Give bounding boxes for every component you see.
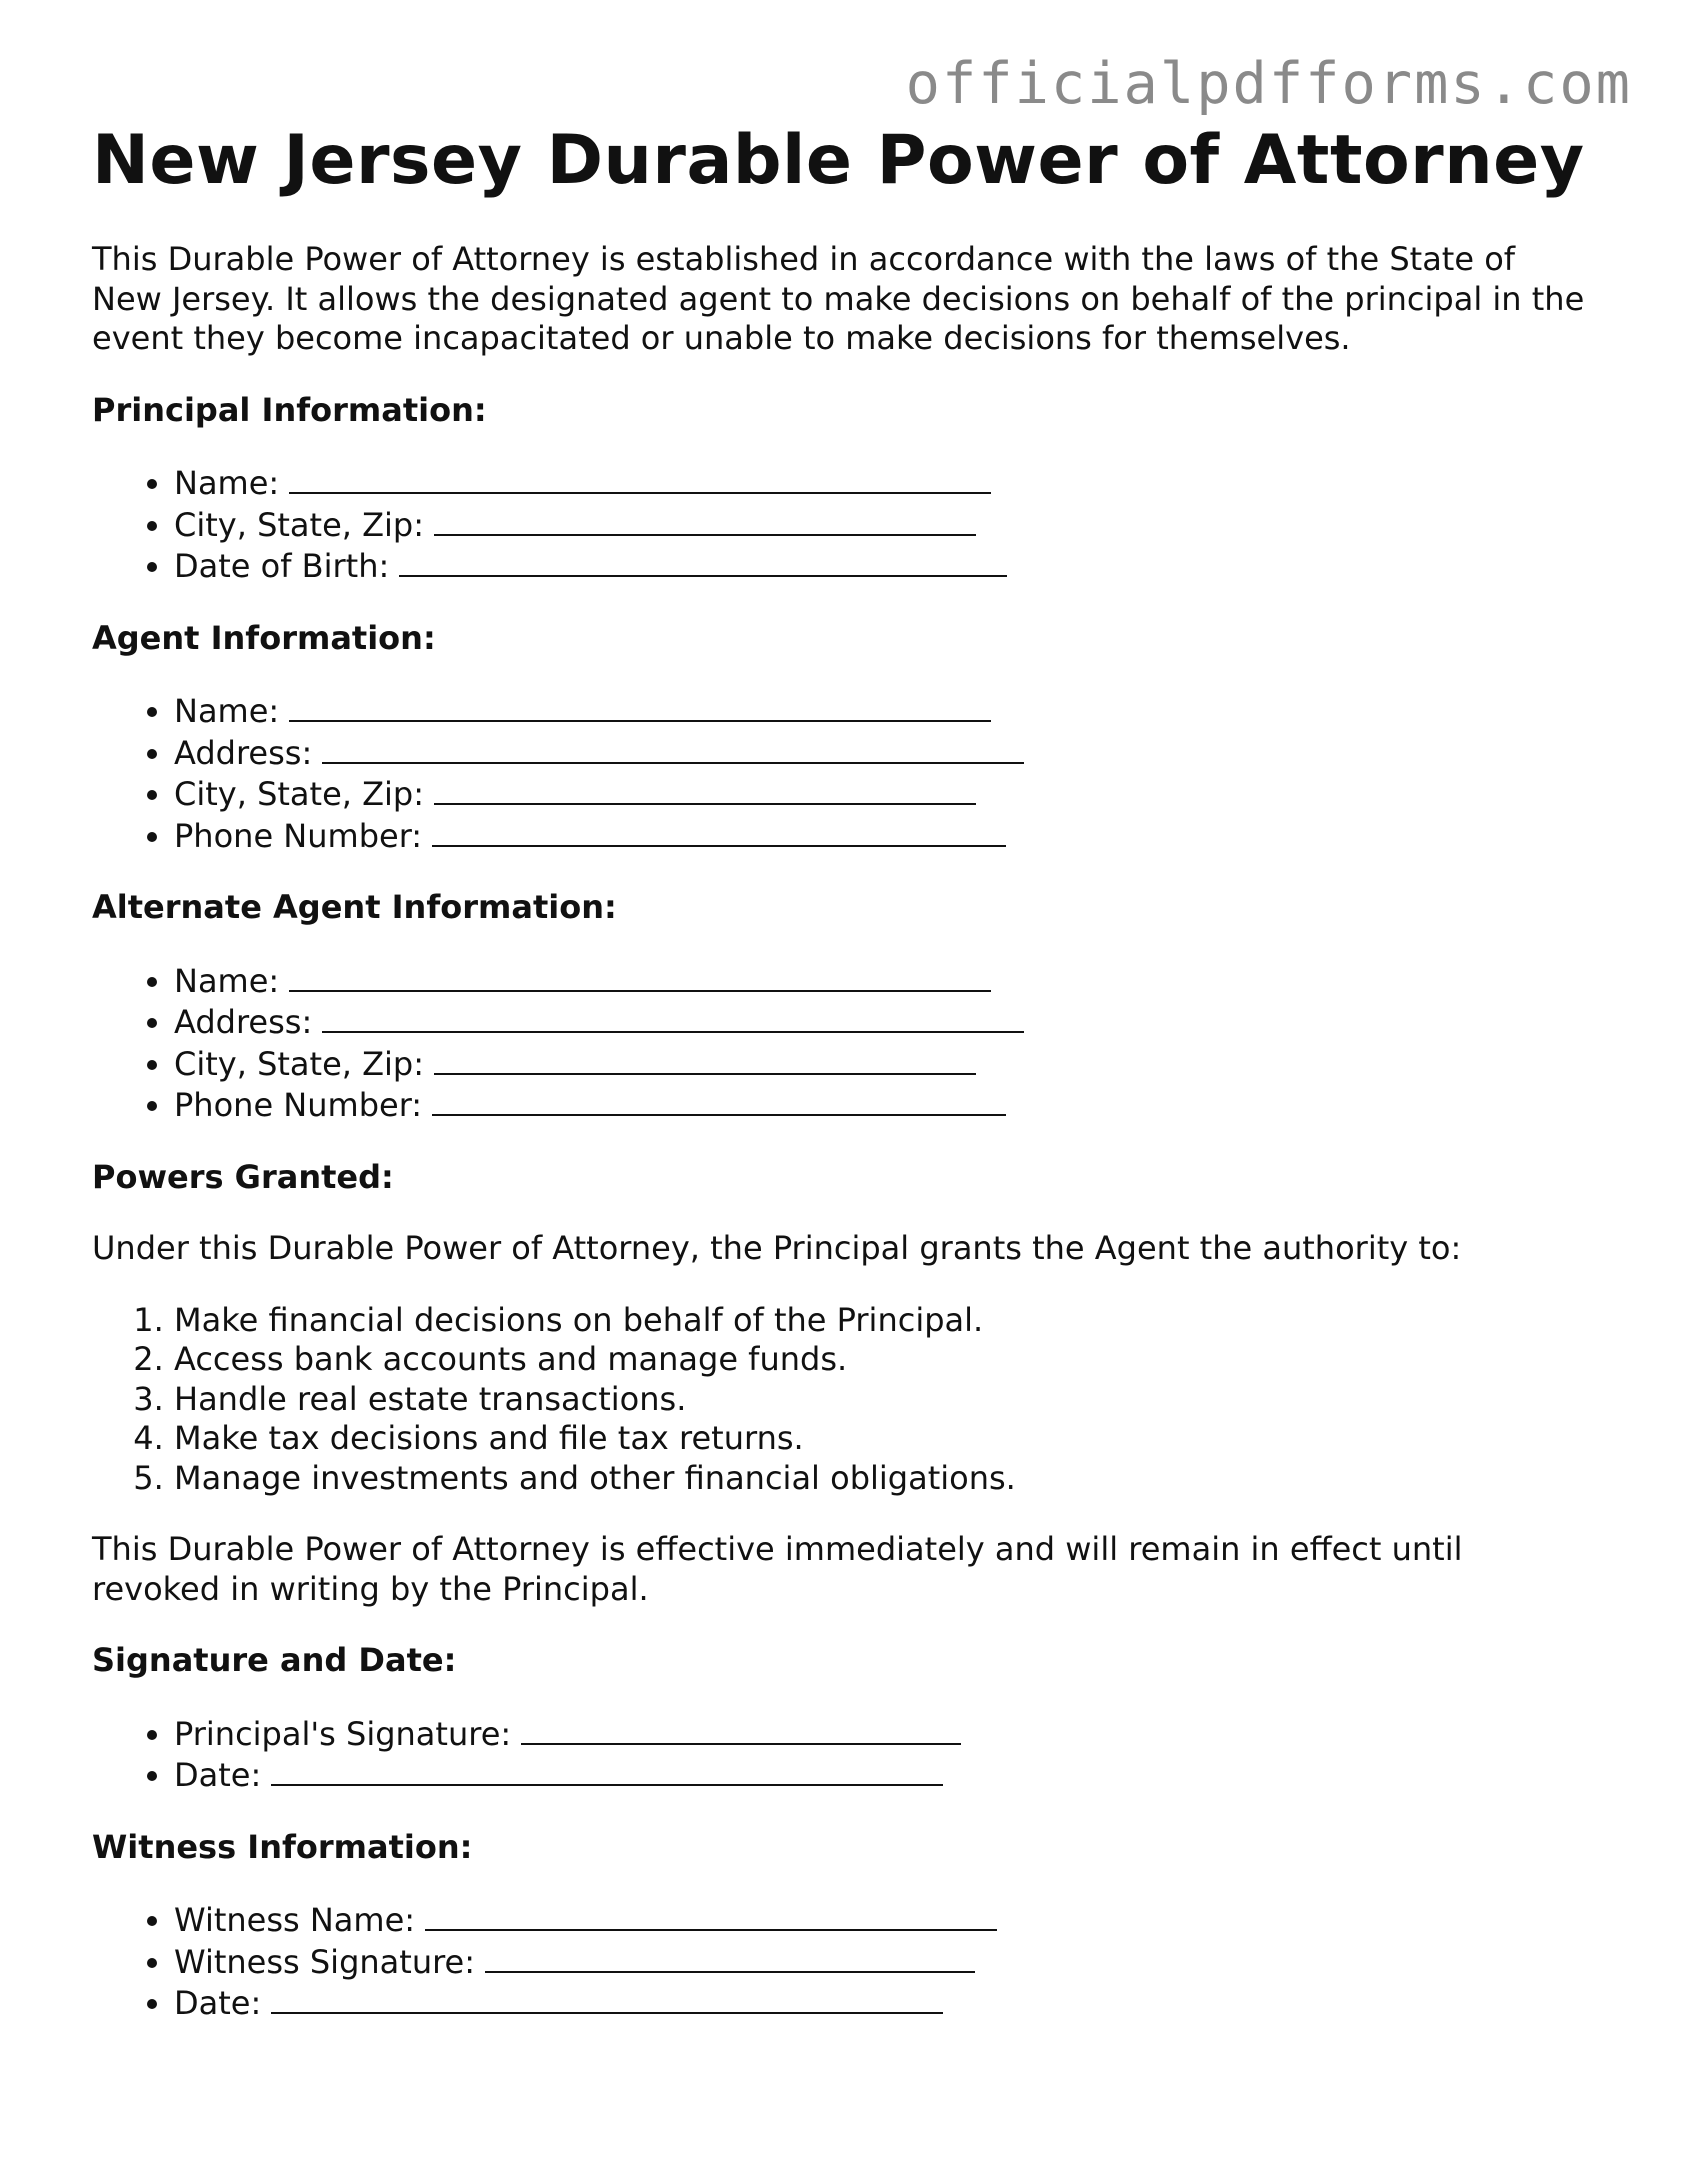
agent-city-state-zip-blank[interactable] [434, 773, 976, 805]
alternate-agent-heading: Alternate Agent Information: [92, 888, 617, 926]
list-item [174, 1084, 1592, 1126]
list-item: 5. Manage investments and other financial obligations. [174, 1459, 1592, 1499]
field-label: Date of Birth: [174, 547, 390, 585]
list-item [174, 773, 1592, 815]
list-item: 1. Make financial decisions on behalf of the Principal. [174, 1301, 1592, 1341]
alternate-agent-address-blank[interactable] [322, 1001, 1024, 1033]
field-label: Witness Signature: [174, 1942, 476, 1981]
list-item [174, 815, 1592, 857]
list-item [174, 1941, 1592, 1983]
page-title: New Jersey Durable Power of Attorney [92, 121, 1585, 200]
list-item: 2. Access bank accounts and manage funds. [174, 1340, 1592, 1380]
list-item [174, 545, 1592, 587]
witness-fields-list [92, 1899, 1592, 2024]
document-page [92, 120, 1592, 2024]
witness-heading: Witness Information: [92, 1827, 473, 1866]
principal-dob-blank[interactable] [399, 545, 1007, 577]
field-label: Principal's Signature: [174, 1714, 512, 1753]
field-label: Name: [174, 692, 280, 730]
list-item: 4. Make tax decisions and file tax returns. [174, 1419, 1592, 1459]
field-label: Phone Number: [174, 1086, 423, 1124]
agent-name-blank[interactable] [289, 690, 991, 722]
alternate-agent-phone-blank[interactable] [432, 1084, 1006, 1116]
alternate-agent-name-blank[interactable] [289, 960, 991, 992]
agent-address-blank[interactable] [322, 732, 1024, 764]
effective-paragraph: This Durable Power of Attorney is effective immediately and will remain in effect until revoked in writing by the Principal. [92, 1530, 1463, 1608]
powers-list [92, 1301, 1592, 1499]
agent-phone-blank[interactable] [432, 815, 1006, 847]
list-item [174, 1982, 1592, 2024]
powers-lead: Under this Durable Power of Attorney, the Principal grants the Agent the authority to: [92, 1229, 1462, 1267]
principal-signature-blank[interactable] [521, 1713, 961, 1745]
field-label: City, State, Zip: [174, 505, 425, 544]
witness-name-blank[interactable] [425, 1899, 997, 1931]
signature-fields-list [92, 1713, 1592, 1796]
agent-fields-list [92, 690, 1592, 856]
field-label: Name: [174, 464, 280, 502]
list-item [174, 1001, 1592, 1043]
powers-heading: Powers Granted: [92, 1157, 394, 1196]
field-label: Name: [174, 961, 280, 1000]
principal-name-blank[interactable] [289, 462, 991, 494]
list-item [174, 504, 1592, 546]
alternate-agent-fields-list [92, 960, 1592, 1126]
witness-signature-blank[interactable] [485, 1941, 975, 1973]
list-item [174, 732, 1592, 774]
list-item [174, 960, 1592, 1002]
field-label: Witness Name: [174, 1901, 416, 1939]
list-item: 3. Handle real estate transactions. [174, 1380, 1592, 1420]
principal-heading: Principal Information: [92, 390, 487, 429]
list-item [174, 462, 1592, 504]
list-item [174, 1899, 1592, 1941]
list-item [174, 1043, 1592, 1085]
witness-date-blank[interactable] [271, 1982, 943, 2014]
intro-paragraph: This Durable Power of Attorney is established in accordance with the laws of the State of New Jersey. It allows the designated agent to make decisions on behalf of the principal in the event they become incapacitated or unable to make decisions for themselves. [92, 240, 1585, 357]
agent-heading: Agent Information: [92, 618, 436, 657]
signature-date-blank[interactable] [271, 1754, 943, 1786]
principal-fields-list [92, 462, 1592, 587]
field-label: City, State, Zip: [174, 775, 425, 813]
field-label: Phone Number: [174, 816, 423, 855]
field-label: Address: [174, 733, 313, 772]
list-item [174, 1754, 1592, 1796]
field-label: Address: [174, 1003, 313, 1041]
field-label: Date: [174, 1756, 262, 1794]
list-item [174, 1713, 1592, 1755]
watermark: officialpdfforms.com [905, 51, 1632, 117]
principal-city-state-zip-blank[interactable] [434, 504, 976, 536]
list-item [174, 690, 1592, 732]
alternate-agent-city-state-zip-blank[interactable] [434, 1043, 976, 1075]
field-label: Date: [174, 1984, 262, 2022]
signature-heading: Signature and Date: [92, 1641, 457, 1679]
field-label: City, State, Zip: [174, 1044, 425, 1083]
